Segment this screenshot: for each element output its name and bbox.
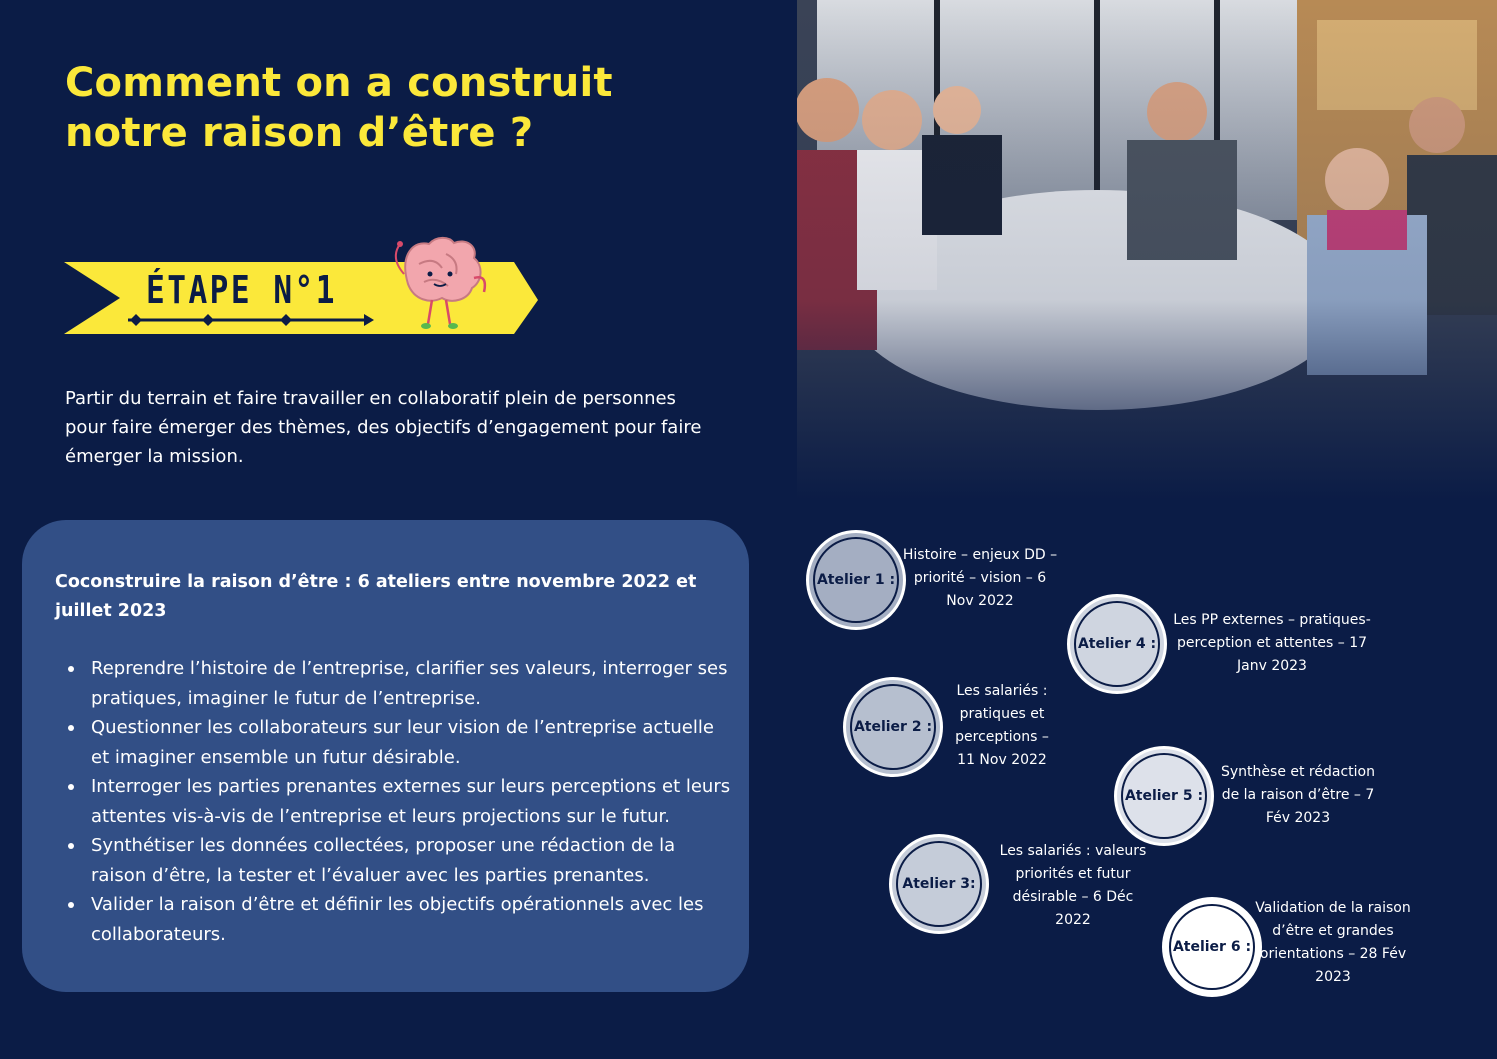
bullet-icon: [68, 902, 74, 908]
atelier-1-description: Histoire – enjeux DD – priorité – vision – 6 Nov 2022: [902, 547, 1058, 609]
atelier-6-description: Validation de la raison d’être et grandes orientations – 28 Fév 2023: [1255, 900, 1411, 985]
list-item-text: Valider la raison d’être et définir les objectifs opérationnels avec les collaborateurs.: [91, 894, 704, 945]
panel-bullet-list: [55, 654, 735, 949]
atelier-4-label: Atelier 4 :: [1074, 601, 1160, 687]
bullet-icon: [68, 725, 74, 731]
atelier-5-description: Synthèse et rédaction de la raison d’être – 7 Fév 2023: [1221, 764, 1375, 826]
page-title-line-1: Comment on a construit: [65, 60, 613, 106]
atelier-6-label: Atelier 6 :: [1169, 904, 1255, 990]
atelier-2-label: Atelier 2 :: [850, 684, 936, 770]
atelier-1-badge: [806, 530, 906, 630]
photo-illustration: [797, 0, 1497, 500]
team-workshop-photo: [797, 0, 1497, 500]
page-title: [65, 58, 765, 158]
list-item: [55, 713, 735, 772]
atelier-4-description: Les PP externes – pratiques-perception et attentes – 17 Janv 2023: [1173, 612, 1371, 674]
list-item-text: Synthétiser les données collectées, proposer une rédaction de la raison d’être, la tester et l’évaluer avec les parties prenantes.: [91, 835, 676, 886]
atelier-2-badge: [843, 677, 943, 777]
list-item: [55, 831, 735, 890]
atelier-6-badge: [1162, 897, 1262, 997]
list-item: [55, 654, 735, 713]
list-item-text: Questionner les collaborateurs sur leur vision de l’entreprise actuelle et imaginer ensemble un futur désirable.: [91, 717, 714, 768]
page-title-line-2: notre raison d’être ?: [65, 110, 534, 156]
atelier-5-badge: [1114, 746, 1214, 846]
atelier-1-label: Atelier 1 :: [813, 537, 899, 623]
list-item: [55, 772, 735, 831]
list-item: [55, 890, 735, 949]
atelier-3-description: Les salariés : valeurs priorités et futur désirable – 6 Déc 2022: [999, 843, 1147, 928]
list-item-text: Interroger les parties prenantes externes sur leurs perceptions et leurs attentes vis-à-vis de l’entreprise et leurs projections sur le futur.: [91, 776, 731, 827]
atelier-3-label: Atelier 3:: [896, 841, 982, 927]
bullet-icon: [68, 666, 74, 672]
list-item-text: Reprendre l’histoire de l’entreprise, clarifier ses valeurs, interroger ses pratiques, imaginer le futur de l’entreprise.: [91, 658, 728, 709]
ateliers-summary-panel: [22, 520, 749, 992]
bullet-icon: [68, 843, 74, 849]
atelier-3-badge: [889, 834, 989, 934]
atelier-5-label: Atelier 5 :: [1121, 753, 1207, 839]
panel-heading: Coconstruire la raison d’être : 6 ateliers entre novembre 2022 et juillet 2023: [55, 572, 697, 621]
intro-paragraph: Partir du terrain et faire travailler en collaboratif plein de personnes pour faire émerger des thèmes, des objectifs d’engagement pour faire émerger la mission.: [65, 388, 702, 467]
atelier-4-badge: [1067, 594, 1167, 694]
bullet-icon: [68, 784, 74, 790]
step-label: ÉTAPE N°1: [146, 268, 337, 312]
step-banner: [64, 234, 544, 338]
atelier-2-description: Les salariés : pratiques et perceptions – 11 Nov 2022: [955, 683, 1049, 768]
